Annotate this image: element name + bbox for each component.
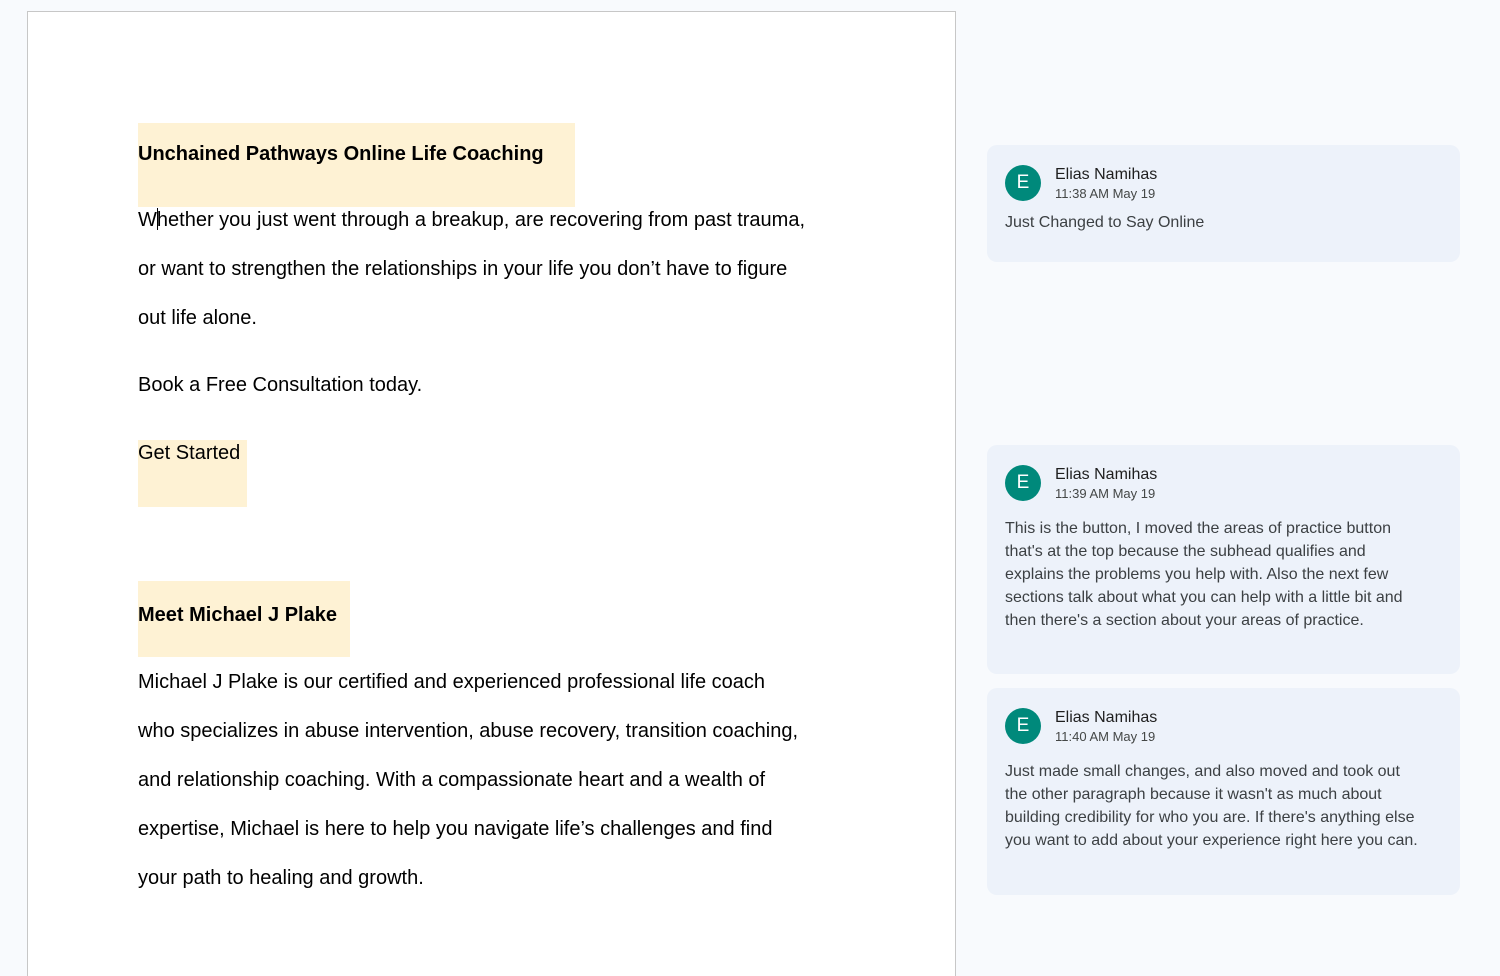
bio-paragraph[interactable]: [138, 658, 878, 903]
heading-meet[interactable]: [138, 581, 337, 627]
comment-card[interactable]: [987, 445, 1460, 674]
intro-line-2: or want to strengthen the relationships in your life you don’t have to figure: [138, 258, 788, 280]
intro-line-1-text: hether you just went through a breakup, are recovering from past trauma,: [156, 209, 806, 231]
comment-timestamp[interactable]: 11:38 AM May 19: [1055, 186, 1156, 201]
comment-body: Just made small changes, and also moved and took out the other paragraph because it wasn't as much about building credibility for who you are. If there's anything else you want to add about your experience right here you can.: [1005, 763, 1418, 849]
bio-line-5: your path to healing and growth.: [138, 867, 424, 889]
comment-body: This is the button, I moved the areas of practice button that's at the top because the subhead qualifies and explains the problems you help with. Also the next few sections talk about what you can help with a little bit and then there's a section about your areas of practice.: [1005, 520, 1403, 629]
comment-author: Elias Namihas: [1055, 466, 1158, 483]
heading-meet-text: Meet Michael J Plake: [138, 604, 337, 626]
intro-paragraph[interactable]: [138, 196, 878, 343]
bio-line-3: and relationship coaching. With a compassionate heart and a wealth of: [138, 769, 766, 791]
consultation-paragraph[interactable]: [138, 361, 878, 410]
bio-line-2: who specializes in abuse intervention, abuse recovery, transition coaching,: [138, 720, 798, 742]
intro-line-3: out life alone.: [138, 307, 257, 329]
bio-line-4: expertise, Michael is here to help you navigate life’s challenges and find: [138, 818, 773, 840]
comment-header: [1005, 465, 1442, 503]
comment-card[interactable]: [987, 145, 1460, 262]
consultation-text: Book a Free Consultation today.: [138, 374, 423, 396]
heading-title-text: Unchained Pathways Online Life Coaching: [138, 143, 544, 165]
comment-card[interactable]: [987, 688, 1460, 895]
bio-line-1: Michael J Plake is our certified and experienced professional life coach: [138, 671, 766, 693]
avatar[interactable]: E: [1005, 165, 1041, 201]
comment-header: [1005, 165, 1442, 203]
comment-header: [1005, 708, 1442, 746]
document-page[interactable]: [27, 11, 956, 976]
comment-timestamp[interactable]: 11:40 AM May 19: [1055, 729, 1156, 744]
get-started-text: Get Started: [138, 442, 241, 464]
get-started-highlight[interactable]: [138, 440, 247, 507]
comment-body: Just Changed to Say Online: [1005, 214, 1205, 231]
avatar[interactable]: E: [1005, 465, 1041, 501]
avatar[interactable]: E: [1005, 708, 1041, 744]
comment-author: Elias Namihas: [1055, 709, 1158, 726]
comment-timestamp[interactable]: 11:39 AM May 19: [1055, 486, 1156, 501]
intro-first-letter: W: [138, 209, 157, 231]
comment-author: Elias Namihas: [1055, 166, 1158, 183]
intro-line-1: [138, 196, 878, 245]
heading-title[interactable]: [138, 123, 544, 166]
